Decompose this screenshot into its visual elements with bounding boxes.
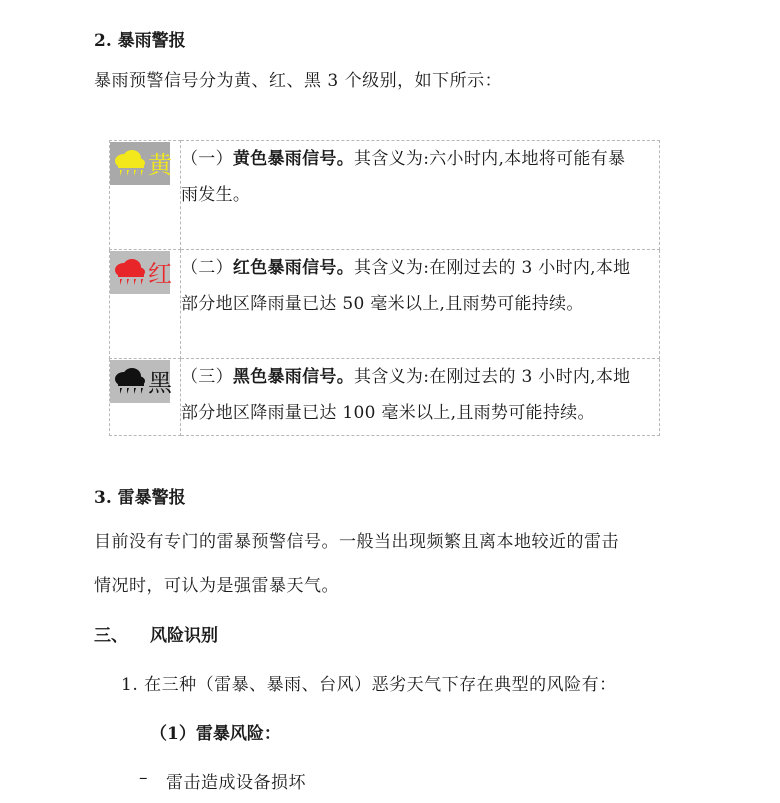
signal-description-cell (181, 359, 660, 436)
signal-description-cont: 雨发生。 (181, 185, 251, 205)
section-heading-thunderstorm: 3. 雷暴警报 (94, 488, 186, 508)
bullet-dash: – (139, 768, 148, 788)
cloud-rain-icon (112, 148, 148, 180)
rainstorm-signal-table (109, 140, 660, 436)
thunderstorm-text-line2: 情况时，可认为是强雷暴天气。 (94, 576, 339, 596)
table-row (110, 250, 660, 359)
risk-subheading: （1）雷暴风险： (150, 724, 281, 744)
signal-description-cell (181, 141, 660, 250)
signal-level-char: 黑 (148, 369, 172, 397)
signal-description: 其含义为:六小时内,本地将可能有暴 (354, 149, 626, 169)
rainstorm-intro-text: 暴雨预警信号分为黄、红、黑 3 个级别，如下所示： (94, 71, 503, 91)
signal-name: 黑色暴雨信号。 (232, 367, 355, 387)
black-rainstorm-icon (110, 360, 170, 403)
signal-level-char: 黄 (148, 151, 172, 179)
yellow-rainstorm-icon (110, 142, 170, 185)
signal-name: 黄色暴雨信号。 (232, 149, 355, 169)
signal-description-cont: 部分地区降雨量已达 50 毫米以上,且雨势可能持续。 (181, 294, 584, 314)
red-rainstorm-icon (110, 251, 170, 294)
signal-icon-cell (110, 141, 181, 250)
signal-prefix: （三） (181, 367, 233, 387)
table-row (110, 141, 660, 250)
table-row (110, 359, 660, 436)
signal-description-cont: 部分地区降雨量已达 100 毫米以上,且雨势可能持续。 (181, 403, 595, 423)
signal-prefix: （一） (181, 149, 233, 169)
signal-prefix: （二） (181, 258, 233, 278)
signal-name: 红色暴雨信号。 (232, 258, 355, 278)
signal-description: 其含义为:在刚过去的 3 小时内,本地 (354, 367, 631, 387)
section-heading-risk: 风险识别 (150, 626, 218, 646)
risk-list-item: 1. 在三种（雷暴、暴雨、台风）恶劣天气下存在典型的风险有： (121, 675, 617, 695)
signal-description-cell (181, 250, 660, 359)
section-number-risk: 三、 (94, 626, 128, 646)
bullet-item: 雷击造成设备损坏 (166, 773, 306, 793)
section-heading-rainstorm: 2. 暴雨警报 (94, 31, 186, 51)
cloud-rain-icon (112, 257, 148, 289)
signal-icon-cell (110, 359, 181, 436)
cloud-rain-icon (112, 366, 148, 398)
signal-level-char: 红 (148, 260, 172, 288)
thunderstorm-text-line1: 目前没有专门的雷暴预警信号。一般当出现频繁且离本地较近的雷击 (94, 532, 619, 552)
signal-icon-cell (110, 250, 181, 359)
signal-description: 其含义为:在刚过去的 3 小时内,本地 (354, 258, 631, 278)
